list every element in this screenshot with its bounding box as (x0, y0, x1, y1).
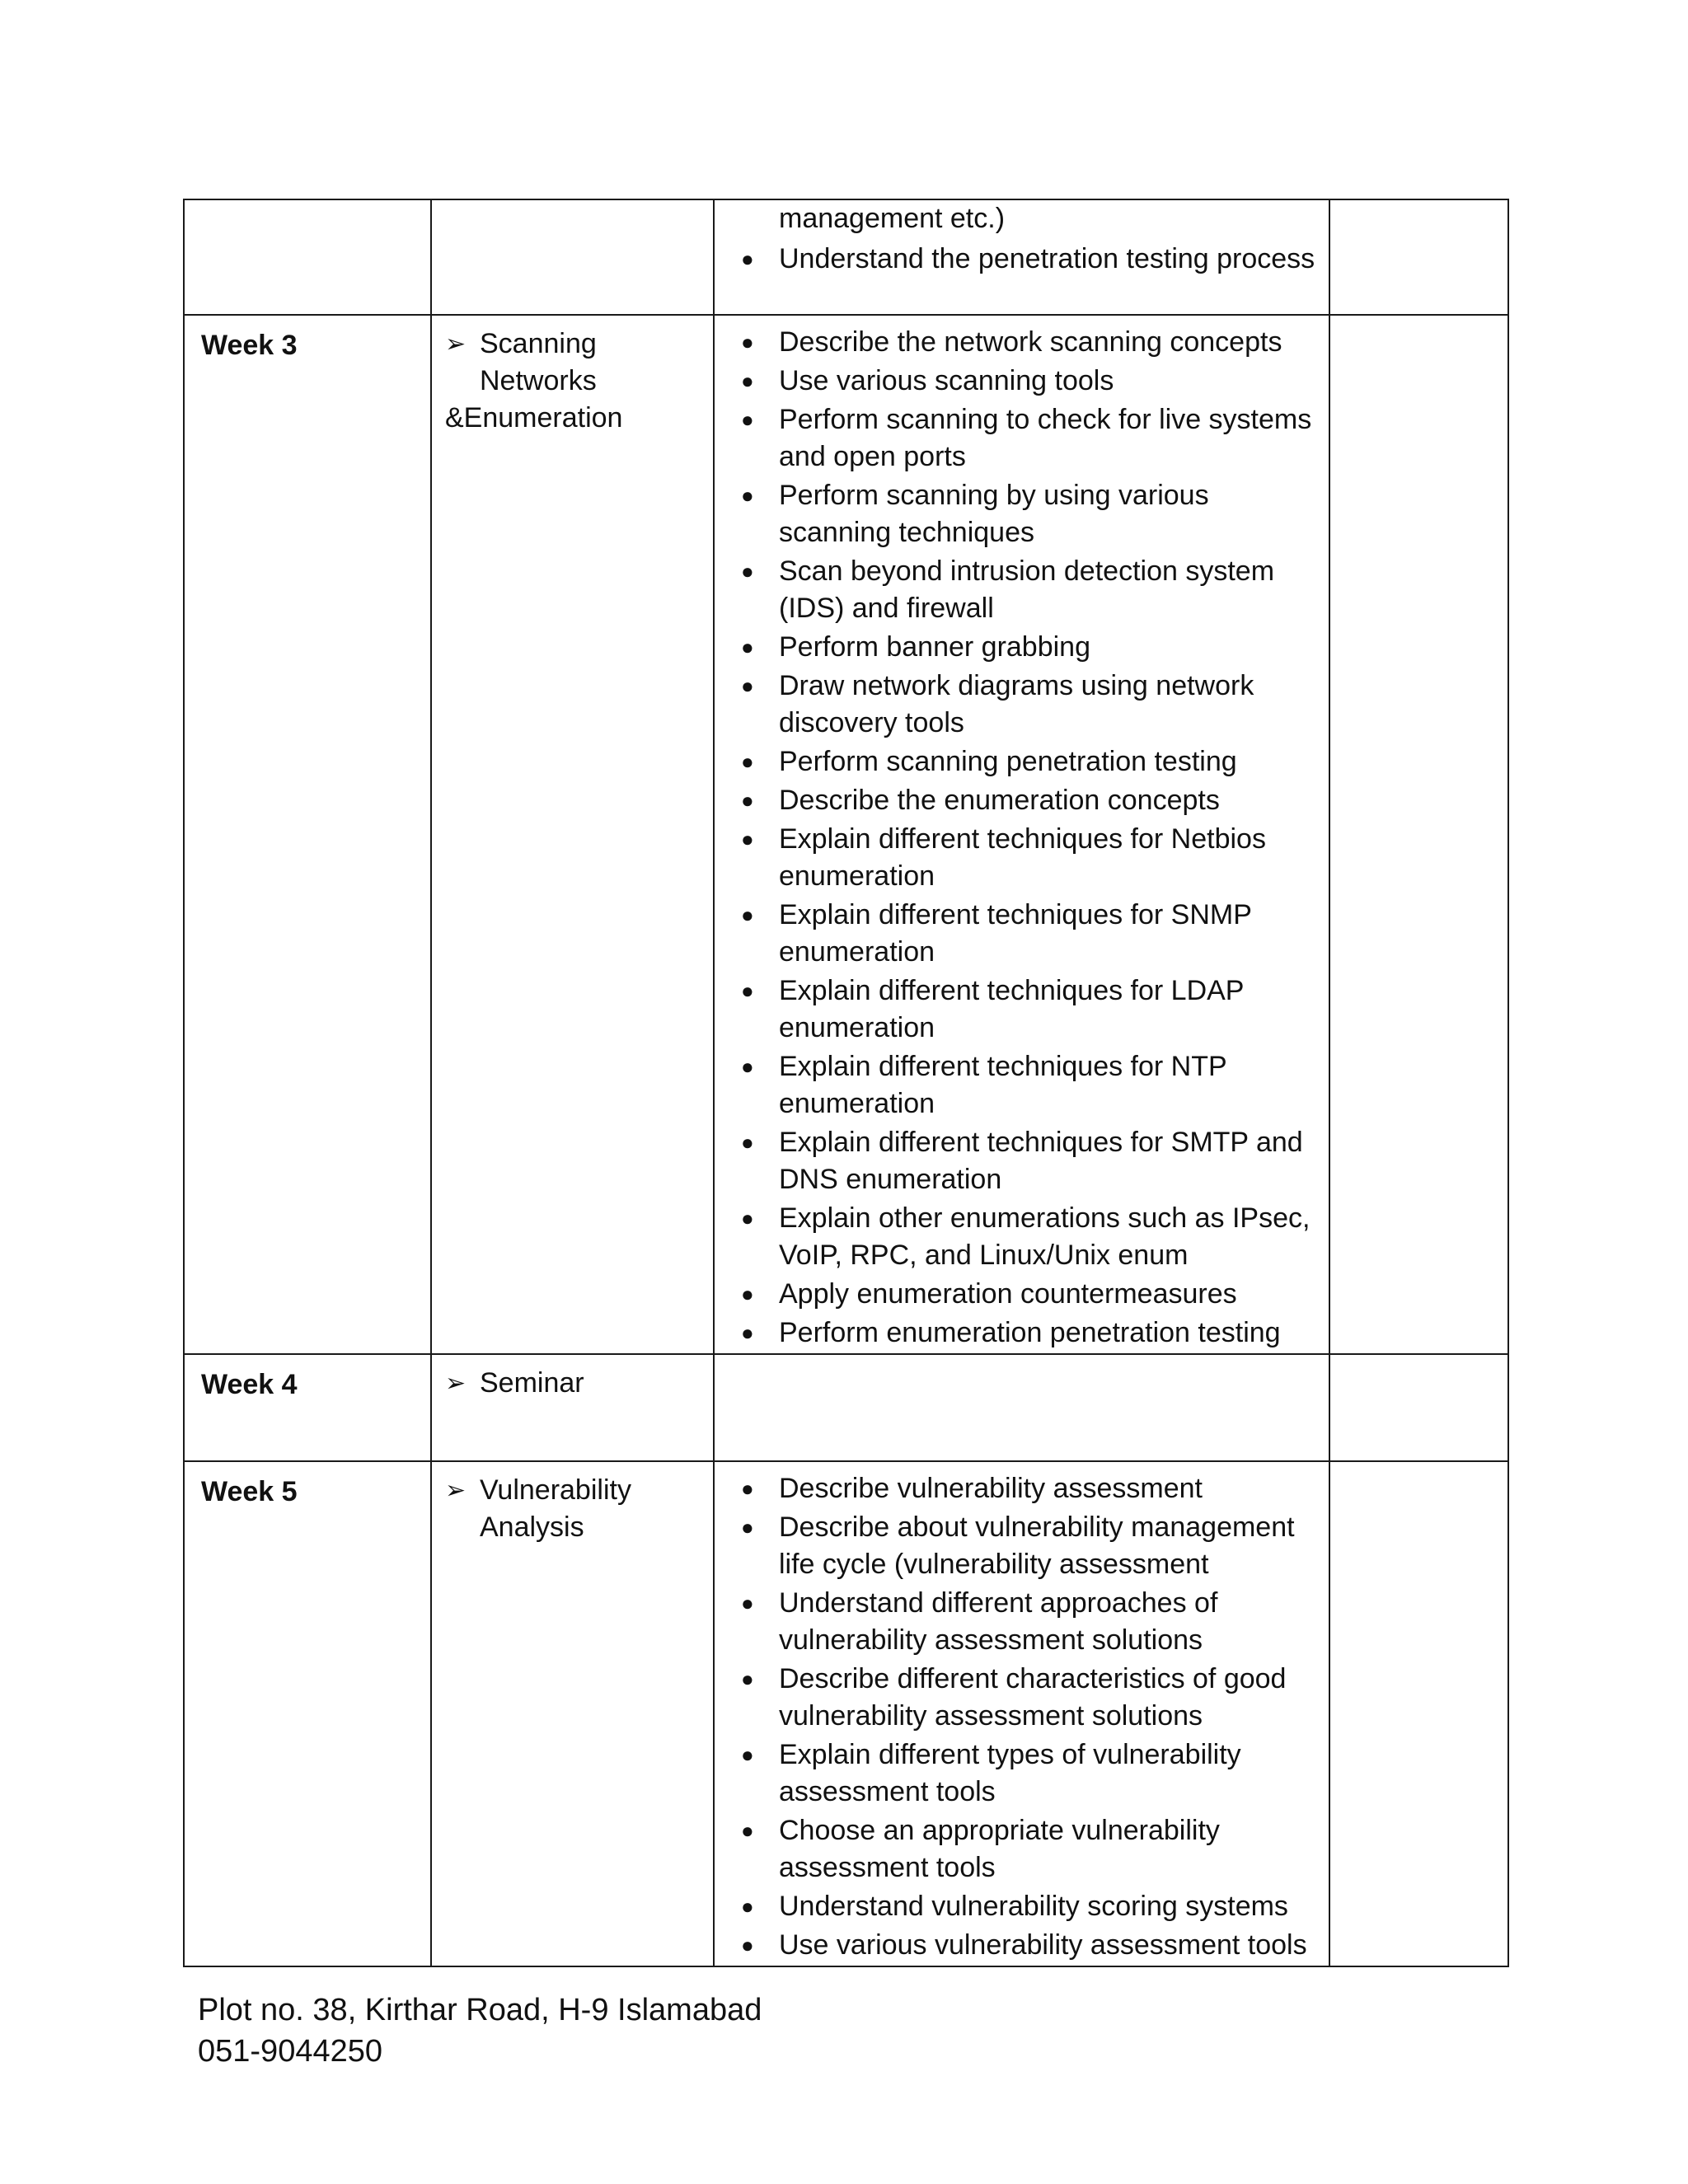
bullet-icon: ● (741, 1476, 754, 1501)
bullet-icon: ● (741, 827, 754, 851)
list-item: ● Scan beyond intrusion detection system (IDS) and firewall (726, 553, 1329, 627)
week-label (185, 200, 430, 212)
arrow-bullet-icon: ➢ (445, 1477, 467, 1504)
week-cell (184, 315, 431, 1354)
topic-cell (431, 315, 714, 1354)
bullet-icon: ● (741, 1206, 754, 1230)
bullet-icon: ● (741, 483, 754, 508)
footer-phone: 051-9044250 (198, 2034, 382, 2069)
outcomes-cell (714, 315, 1329, 1354)
week-label: Week 5 (201, 1476, 298, 1507)
remarks-cell (1329, 1354, 1508, 1461)
bullet-icon: ● (741, 559, 754, 583)
topic-item: ➢ Seminar (445, 1365, 713, 1402)
list-item: ● Understand vulnerability scoring systems (726, 1888, 1329, 1925)
topic-item: ➢ Vulnerability Analysis (445, 1472, 713, 1546)
remarks-cell (1329, 315, 1508, 1354)
list-item: ● Perform scanning by using various scanning techniques (726, 477, 1329, 551)
week-cell (184, 1461, 431, 1966)
list-item: ● Explain different techniques for LDAP enumeration (726, 972, 1329, 1047)
bullet-icon: ● (741, 1515, 754, 1540)
week-label: Week 3 (201, 330, 298, 361)
list-item: ● Perform enumeration penetration testing (726, 1315, 1329, 1352)
bullet-icon: ● (741, 1894, 754, 1919)
outcomes-list (715, 241, 1329, 278)
course-schedule-table (183, 199, 1509, 1967)
topic-cell (431, 1354, 714, 1461)
topic-item: ➢ Scanning Networks (445, 326, 713, 400)
bullet-icon: ● (741, 749, 754, 774)
bullet-icon: ● (741, 673, 754, 698)
topic-item-line: &Enumeration (445, 402, 623, 434)
bullet-icon: ● (741, 1282, 754, 1306)
list-item: ● Use various scanning tools (726, 363, 1329, 400)
list-item: ● Use various vulnerability assessment tools (726, 1927, 1329, 1964)
table-row (184, 315, 1508, 1354)
list-item: ● Perform scanning penetration testing (726, 743, 1329, 780)
arrow-bullet-icon: ➢ (445, 1370, 467, 1397)
list-item: ● Draw network diagrams using network discovery tools (726, 668, 1329, 742)
week-cell (184, 199, 431, 315)
table-row (184, 199, 1508, 315)
list-item: ● Describe vulnerability assessment (726, 1470, 1329, 1507)
list-item: ● Explain different types of vulnerability assessment tools (726, 1736, 1329, 1811)
table-row (184, 1461, 1508, 1966)
outcomes-list (715, 1462, 1329, 1966)
bullet-icon: ● (741, 330, 754, 354)
outcomes-cell (714, 199, 1329, 315)
list-item: ● Describe different characteristics of good vulnerability assessment solutions (726, 1661, 1329, 1735)
page-footer (198, 1990, 762, 2072)
bullet-icon: ● (741, 902, 754, 927)
bullet-icon: ● (741, 978, 754, 1003)
outcomes-cell (714, 1461, 1329, 1966)
list-item: ● Perform banner grabbing (726, 629, 1329, 666)
bullet-icon: ● (741, 1130, 754, 1155)
outcome-continuation: management etc.) (779, 203, 1006, 234)
bullet-icon: ● (741, 1591, 754, 1615)
bullet-icon: ● (741, 246, 754, 271)
bullet-icon: ● (741, 788, 754, 813)
list-item: ● Understand the penetration testing process (726, 241, 1329, 278)
week-cell (184, 1354, 431, 1461)
outcomes-list (715, 316, 1329, 1353)
list-item: ● Explain different techniques for SMTP and DNS enumeration (726, 1124, 1329, 1198)
bullet-icon: ● (741, 407, 754, 432)
bullet-icon: ● (741, 1818, 754, 1843)
bullet-icon: ● (741, 635, 754, 659)
outcomes-cell (714, 1354, 1329, 1461)
bullet-icon: ● (741, 1666, 754, 1691)
footer-address: Plot no. 38, Kirthar Road, H-9 Islamabad (198, 1993, 762, 2027)
topic-cell (431, 1461, 714, 1966)
list-item: ● Describe the network scanning concepts (726, 324, 1329, 361)
list-item: ● Understand different approaches of vulnerability assessment solutions (726, 1585, 1329, 1659)
bullet-icon: ● (741, 368, 754, 393)
remarks-cell (1329, 199, 1508, 315)
bullet-icon: ● (741, 1742, 754, 1767)
bullet-icon: ● (741, 1320, 754, 1345)
list-item: ● Describe the enumeration concepts (726, 782, 1329, 819)
list-item: ● Apply enumeration countermeasures (726, 1276, 1329, 1313)
list-item: ● Explain different techniques for Netbios enumeration (726, 821, 1329, 895)
list-item: ● Explain different techniques for SNMP enumeration (726, 897, 1329, 971)
week-label: Week 4 (201, 1369, 298, 1400)
list-item: ● Choose an appropriate vulnerability assessment tools (726, 1812, 1329, 1886)
list-item: ● Perform scanning to check for live systems and open ports (726, 401, 1329, 476)
topic-cell (431, 199, 714, 315)
remarks-cell (1329, 1461, 1508, 1966)
bullet-icon: ● (741, 1933, 754, 1957)
table-row (184, 1354, 1508, 1461)
list-item: ● Explain different techniques for NTP enumeration (726, 1048, 1329, 1122)
list-item: ● Describe about vulnerability management life cycle (vulnerability assessment (726, 1509, 1329, 1583)
bullet-icon: ● (741, 1054, 754, 1079)
list-item: ● Explain other enumerations such as IPsec, VoIP, RPC, and Linux/Unix enum (726, 1200, 1329, 1274)
arrow-bullet-icon: ➢ (445, 330, 467, 358)
